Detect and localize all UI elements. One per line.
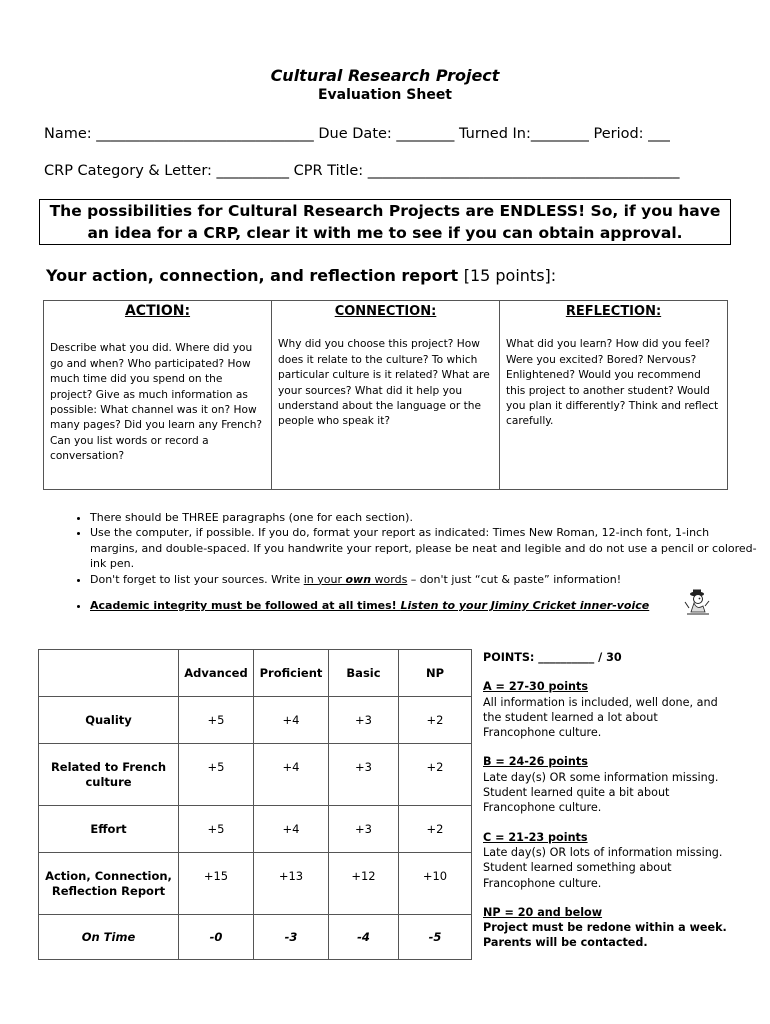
report-heading bbox=[46, 266, 556, 285]
rubric-cell: +15 bbox=[179, 853, 254, 915]
rubric-row-label: Quality bbox=[39, 697, 179, 744]
table-row bbox=[39, 806, 472, 853]
action-connection-reflection-table bbox=[43, 300, 728, 490]
table-row bbox=[39, 853, 472, 915]
rubric-cell: -3 bbox=[254, 915, 329, 960]
note-text: – don't just “cut & paste” information! bbox=[407, 572, 622, 586]
table-row bbox=[39, 744, 472, 806]
rubric-cell: +3 bbox=[329, 806, 399, 853]
student-info-line: Name: ______________________________ Due Date: ________ Turned In:________ Period: ___ bbox=[44, 126, 670, 142]
rubric-cell: +2 bbox=[399, 744, 472, 806]
rubric-cell: +12 bbox=[329, 853, 399, 915]
note-text: Don't forget to list your sources. Write bbox=[90, 572, 304, 586]
rubric-col-header: Advanced bbox=[179, 650, 254, 697]
rubric-cell: +13 bbox=[254, 853, 329, 915]
rubric-cell: -4 bbox=[329, 915, 399, 960]
rubric-row-label: Action, Connection, Reflection Report bbox=[39, 853, 179, 915]
note-text: in your bbox=[303, 572, 346, 586]
rubric-cell: +2 bbox=[399, 806, 472, 853]
rubric-cell: +5 bbox=[179, 697, 254, 744]
grade-b-label: B = 24-26 points bbox=[483, 755, 588, 769]
instructions-list bbox=[60, 510, 760, 613]
grade-np-description: Project must be redone within a week. Parents will be contacted. bbox=[483, 921, 727, 950]
connection-body: Why did you choose this project? How does it relate to the culture? To which particular culture is it related? What are your sources? What did it help you understand about the language or the people who speak it? bbox=[278, 338, 490, 428]
rubric-cell: +4 bbox=[254, 806, 329, 853]
reflection-cell bbox=[500, 301, 728, 490]
cricket-text: Listen to your Jiminy Cricket inner-voice bbox=[400, 599, 650, 613]
table-row bbox=[39, 697, 472, 744]
action-cell bbox=[44, 301, 272, 490]
grade-c-description: Late day(s) OR lots of information missing. Student learned something about Francophone culture. bbox=[483, 845, 723, 890]
reflection-header: REFLECTION: bbox=[565, 304, 662, 319]
jiminy-cricket-icon bbox=[683, 588, 711, 616]
rubric-col-header: Basic bbox=[329, 650, 399, 697]
grade-c-label: C = 21-23 points bbox=[483, 830, 588, 844]
page-title: Cultural Research Project bbox=[270, 66, 500, 85]
rubric-cell: +5 bbox=[179, 806, 254, 853]
connection-header: CONNECTION: bbox=[334, 304, 437, 319]
grade-a-description: All information is included, well done, and the student learned a lot about Francophone culture. bbox=[483, 695, 718, 740]
rubric-row-label: Related to French culture bbox=[39, 744, 179, 806]
crp-info-line: CRP Category & Letter: __________ CPR Title: ___________________________________________ bbox=[44, 163, 680, 179]
rubric-col-header: Proficient bbox=[254, 650, 329, 697]
rubric-cell: +4 bbox=[254, 744, 329, 806]
report-points: [15 points]: bbox=[463, 266, 557, 285]
rubric-cell: +3 bbox=[329, 744, 399, 806]
note-underlined bbox=[304, 573, 408, 586]
report-heading-text: Your action, connection, and reflection report bbox=[46, 266, 464, 285]
reflection-body: What did you learn? How did you feel? Were you excited? Bored? Nervous? Enlightened? Would you recommend this project to another student? Would you plan it differently? Think and reflect carefully. bbox=[506, 338, 719, 428]
rubric-col-header: NP bbox=[399, 650, 472, 697]
rubric-col-header bbox=[39, 650, 179, 697]
grade-b-description: Late day(s) OR some information missing. Student learned quite a bit about Francophone culture. bbox=[483, 770, 719, 815]
note-text: words bbox=[371, 572, 408, 586]
action-header: ACTION: bbox=[124, 303, 191, 319]
rubric-cell: +4 bbox=[254, 697, 329, 744]
action-body: Describe what you did. Where did you go and when? Who participated? How much time did you spend on the project? Give as much information as possible: What channel was it on? How many pages? Did you learn any French? Can you list words or record a conversation? bbox=[50, 342, 263, 463]
rubric-table bbox=[38, 649, 472, 960]
rubric-header-row bbox=[39, 650, 472, 697]
rubric-cell: +2 bbox=[399, 697, 472, 744]
integrity-text: Academic integrity must be followed at all times! bbox=[90, 599, 401, 613]
table-row bbox=[39, 915, 472, 960]
rubric-cell: +3 bbox=[329, 697, 399, 744]
integrity-note bbox=[90, 599, 649, 612]
rubric-row-label: On Time bbox=[39, 915, 179, 960]
note-emphasis: own bbox=[345, 572, 372, 586]
points-panel bbox=[483, 650, 733, 951]
connection-cell bbox=[272, 301, 500, 490]
rubric-cell: -5 bbox=[399, 915, 472, 960]
rubric-cell: -0 bbox=[179, 915, 254, 960]
list-item bbox=[90, 598, 760, 613]
grade-a-label: A = 27-30 points bbox=[483, 680, 588, 694]
rubric-cell: +5 bbox=[179, 744, 254, 806]
list-item bbox=[90, 572, 760, 587]
rubric-row-label: Effort bbox=[39, 806, 179, 853]
list-item: • Use the computer, if possible. If you do, format your report as indicated: Times New Roman, 12-inch font, 1-inch margins, and double-spaced. If you handwrite your report, please be neat and legible and do not use a pencil or colored-ink pen. bbox=[90, 525, 760, 571]
grade-np-label: NP = 20 and below bbox=[483, 905, 603, 919]
notice-box: The possibilities for Cultural Research Projects are ENDLESS! So, if you have an idea for a CRP, clear it with me to see if you can obtain approval. bbox=[39, 199, 731, 245]
rubric-cell: +10 bbox=[399, 853, 472, 915]
page-subtitle: Evaluation Sheet bbox=[317, 87, 453, 103]
list-item: • There should be THREE paragraphs (one for each section). bbox=[90, 510, 760, 525]
points-total: POINTS: __________ / 30 bbox=[483, 651, 622, 664]
